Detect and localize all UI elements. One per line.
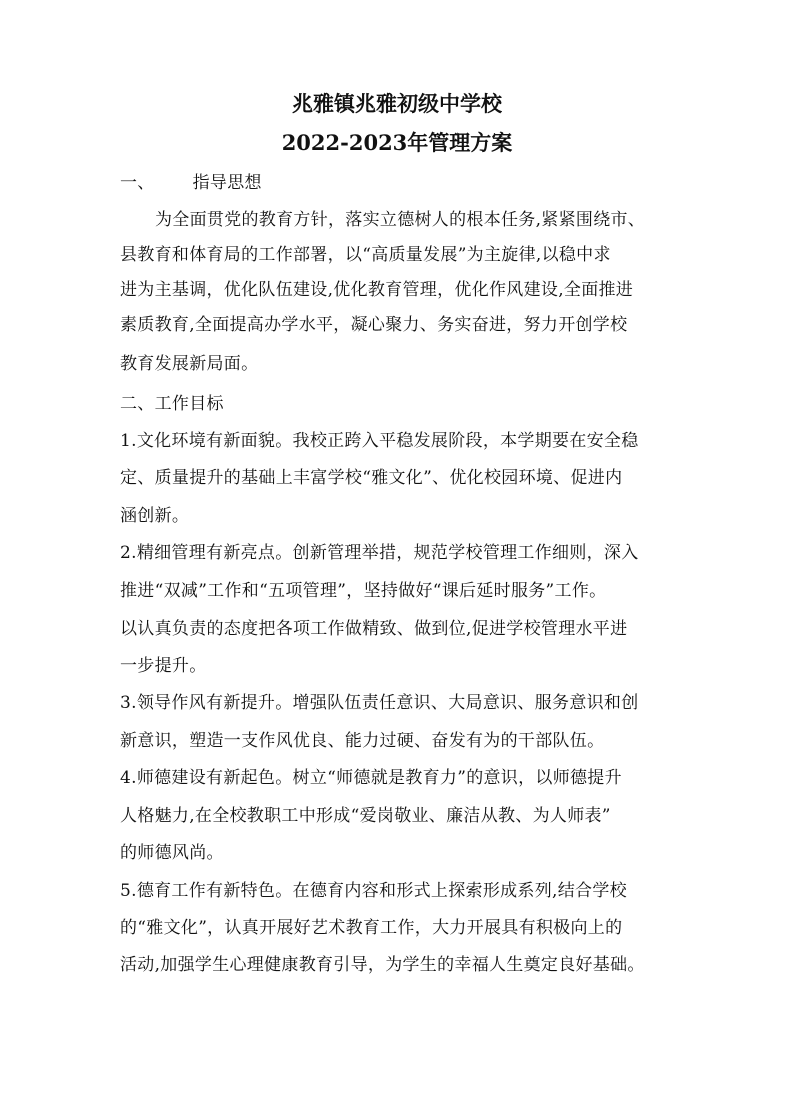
goal-item-line: 人格魅力,在全校教职工中形成“爱岗敬业、廉洁从教、为人师表” [120, 806, 611, 826]
goal-item-line: 活动,加强学生心理健康教育引导，为学生的幸福人生奠定良好基础。 [120, 955, 645, 975]
section1-heading-text: 指导思想 [192, 173, 262, 193]
section2-heading: 二、工作目标 [120, 394, 224, 414]
goal-item-line: 推进“双减”工作和“五项管理”，坚持做好“课后延时服务”工作。 [120, 581, 607, 601]
goal-item-line: 定、质量提升的基础上丰富学校“雅文化”、优化校园环境、促进内 [120, 468, 623, 488]
goal-item-line: 5.德育工作有新特色。在德育内容和形式上探索形成系列,结合学校 [120, 881, 627, 901]
section1-number: 一、 [120, 173, 155, 193]
section1-line: 进为主基调，优化队伍建设,优化教育管理，优化作风建设,全面推进 [120, 280, 634, 300]
goal-item-line: 新意识，塑造一支作风优良、能力过硬、奋发有为的干部队伍。 [120, 731, 605, 751]
section1-line: 为全面贯党的教育方针，落实立德树人的根本任务,紧紧围绕市、 [155, 210, 646, 230]
section1-heading [120, 171, 262, 195]
goal-item-line: 的师德风尚。 [120, 843, 224, 863]
goal-item-line: 以认真负责的态度把各项工作做精致、做到位,促进学校管理水平进 [120, 619, 628, 639]
section1-line: 县教育和体育局的工作部署，以“高质量发展”为主旋律,以稳中求 [120, 245, 611, 265]
goal-item-line: 的“雅文化”，认真开展好艺术教育工作，大力开展具有积极向上的 [120, 918, 623, 938]
goal-item-line: 2.精细管理有新亮点。创新管理举措，规范学校管理工作细则，深入 [120, 543, 639, 563]
goal-item-line: 1.文化环境有新面貌。我校正跨入平稳发展阶段，本学期要在安全稳 [120, 431, 639, 451]
goal-item-line: 一步提升。 [120, 656, 207, 676]
goal-item-line: 4.师德建设有新起色。树立“师德就是教育力”的意识，以师德提升 [120, 768, 622, 788]
section1-line: 教育发展新局面。 [120, 354, 259, 374]
goal-item-line: 3.领导作风有新提升。增强队伍责任意识、大局意识、服务意识和创 [120, 693, 639, 713]
section1-line: 素质教育,全面提高办学水平，凝心聚力、务实奋进，努力开创学校 [120, 315, 628, 335]
goal-item-line: 涵创新。 [120, 506, 190, 526]
document-title-plan: 2022-2023年管理方案 [281, 130, 513, 155]
document-title-school: 兆雅镇兆雅初级中学校 [292, 91, 502, 116]
